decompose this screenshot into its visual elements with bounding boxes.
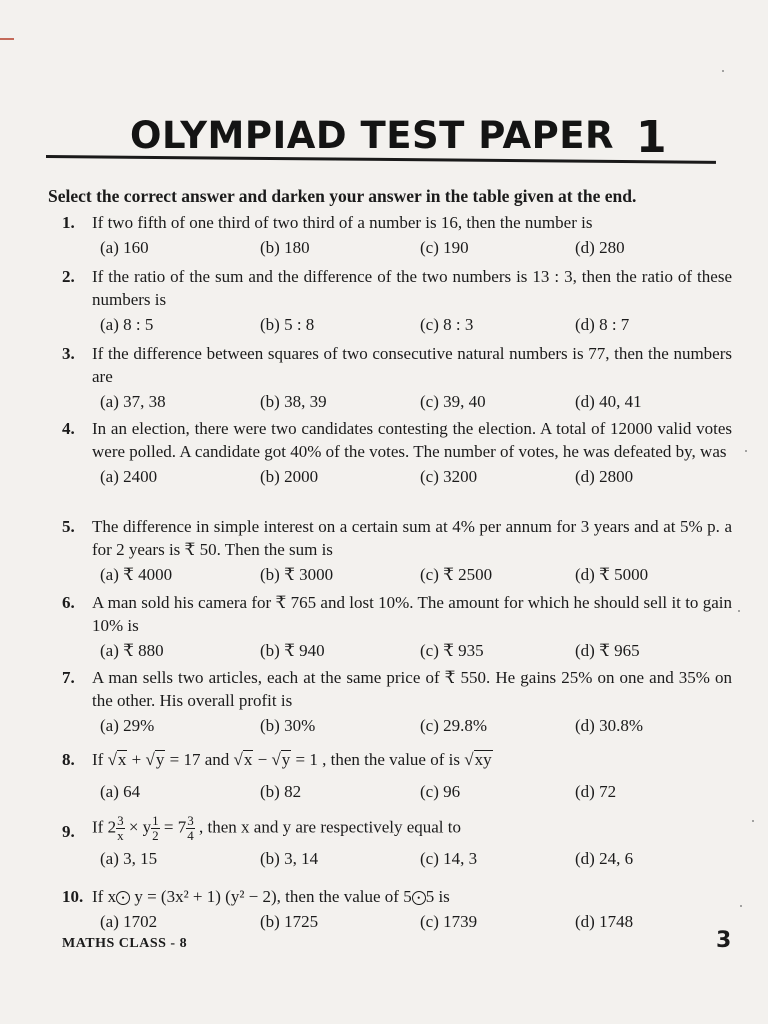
text-if: If xyxy=(92,817,104,837)
option-d: (d) ₹ 5000 xyxy=(575,565,649,584)
fraction-3 xyxy=(186,814,195,843)
option-b: (b) 5 : 8 xyxy=(260,315,315,334)
question-number: 6. xyxy=(62,593,75,612)
scan-speck xyxy=(745,450,747,452)
denominator: x xyxy=(117,828,124,843)
question-6 xyxy=(62,591,732,663)
option-b: (b) 30% xyxy=(260,716,316,735)
options xyxy=(100,313,732,337)
question-number: 5. xyxy=(62,517,75,536)
option-c: (c) 29.8% xyxy=(420,716,488,735)
option-b: (b) 2000 xyxy=(260,467,319,486)
scan-speck xyxy=(722,70,724,72)
equation-part-1: = 17 and xyxy=(169,750,230,769)
option-b: (b) ₹ 3000 xyxy=(260,565,334,584)
question-8 xyxy=(62,748,732,804)
question-10 xyxy=(62,885,732,934)
option-b: (b) 180 xyxy=(260,238,310,257)
option-c: (c) 190 xyxy=(420,238,469,257)
option-a: (a) ₹ 880 xyxy=(100,641,164,660)
sqrt-xy: xy xyxy=(474,750,492,769)
question-number: 2. xyxy=(62,267,75,286)
question-text xyxy=(92,885,732,908)
option-c: (c) 1739 xyxy=(420,912,478,931)
question-text: The difference in simple interest on a certain sum at 4% per annum for 3 years and at 5% p. a for 2 years is ₹ 50. Then the sum is xyxy=(92,517,732,559)
question-text: A man sells two articles, each at the same price of ₹ 550. He gains 25% on one and 35% on the other. His overall profit is xyxy=(92,668,732,710)
option-a: (a) ₹ 4000 xyxy=(100,565,173,584)
options xyxy=(100,390,732,414)
option-d: (d) 280 xyxy=(575,238,625,257)
options xyxy=(100,847,732,871)
option-c: (c) 3200 xyxy=(420,467,478,486)
question-text: If the difference between squares of two consecutive natural numbers is 77, then the numbers are xyxy=(92,344,732,386)
option-c: (c) 8 : 3 xyxy=(420,315,474,334)
scan-speck xyxy=(752,820,754,822)
option-a: (a) 8 : 5 xyxy=(100,315,154,334)
numerator: 3 xyxy=(117,813,124,828)
sqrt-y: y xyxy=(155,750,165,769)
page-number: 3 xyxy=(716,928,732,953)
options xyxy=(100,639,732,663)
option-b: (b) 3, 14 xyxy=(260,849,319,868)
sqrt-y: y xyxy=(281,750,291,769)
instruction: Select the correct answer and darken your answer in the table given at the end. xyxy=(48,186,637,206)
circled-dot-operator-icon: • xyxy=(116,891,130,905)
option-d: (d) 40, 41 xyxy=(575,392,642,411)
option-c: (c) 14, 3 xyxy=(420,849,478,868)
option-a: (a) 3, 15 xyxy=(100,849,158,868)
sqrt-x: x xyxy=(243,750,253,769)
option-d: (d) 72 xyxy=(575,782,617,801)
option-a: (a) 160 xyxy=(100,238,149,257)
options xyxy=(100,465,732,489)
option-c: (c) ₹ 935 xyxy=(420,641,484,660)
option-a: (a) 64 xyxy=(100,782,141,801)
option-c: (c) 96 xyxy=(420,782,461,801)
options xyxy=(100,780,732,804)
option-d: (d) 30.8% xyxy=(575,716,643,735)
whole-1: 2 xyxy=(107,817,117,837)
question-number: 8. xyxy=(62,750,75,769)
title-text: OLYMPIAD TEST PAPER xyxy=(130,114,615,157)
question-text: In an election, there were two candidates contesting the election. A total of 12000 valid votes were polled. A candidate got 40% of the votes. The number of votes, he was defeated by, was xyxy=(92,419,732,461)
text-if: If xyxy=(92,750,104,769)
option-b: (b) 82 xyxy=(260,782,302,801)
option-a: (a) 1702 xyxy=(100,912,158,931)
options xyxy=(100,910,732,934)
question-text: A man sold his camera for ₹ 765 and lost 10%. The amount for which he should sell it to gain 10% is xyxy=(92,593,732,635)
question-7 xyxy=(62,666,732,738)
option-d: (d) 1748 xyxy=(575,912,634,931)
question-number: 1. xyxy=(62,213,75,232)
scan-speck xyxy=(738,610,740,612)
options xyxy=(100,563,732,587)
denominator: 2 xyxy=(152,828,159,843)
plus-sign: + xyxy=(131,750,142,769)
option-c: (c) 39, 40 xyxy=(420,392,486,411)
option-d: (d) 8 : 7 xyxy=(575,315,630,334)
circled-dot-operator-icon: • xyxy=(412,891,426,905)
numerator: 3 xyxy=(187,813,194,828)
question-number: 9. xyxy=(62,822,75,841)
text-if: If x xyxy=(92,887,117,906)
question-2 xyxy=(62,265,732,337)
question-1 xyxy=(62,211,732,260)
corner-mark xyxy=(0,38,14,40)
question-text: If the ratio of the sum and the difference of the two numbers is 13 : 3, then the ratio of these numbers is xyxy=(92,267,732,309)
question-3 xyxy=(62,342,732,414)
question-tail: , then x and y are respectively equal to xyxy=(199,817,461,837)
sqrt-x: x xyxy=(117,750,127,769)
option-d: (d) ₹ 965 xyxy=(575,641,640,660)
question-9 xyxy=(62,814,732,871)
option-b: (b) ₹ 940 xyxy=(260,641,325,660)
fraction-2 xyxy=(151,814,160,843)
denominator: 4 xyxy=(187,828,194,843)
option-b: (b) 1725 xyxy=(260,912,319,931)
question-number: 3. xyxy=(62,344,75,363)
options xyxy=(100,714,732,738)
option-a: (a) 29% xyxy=(100,716,155,735)
fraction-1 xyxy=(116,814,125,843)
question-tail: 5 is xyxy=(425,887,450,906)
page-title xyxy=(130,108,668,163)
title-number: 1 xyxy=(636,112,668,163)
scan-speck xyxy=(740,905,742,907)
question-number: 4. xyxy=(62,419,75,438)
question-text: If two fifth of one third of two third of a number is 16, then the number is xyxy=(92,213,593,232)
option-b: (b) 38, 39 xyxy=(260,392,327,411)
option-c: (c) ₹ 2500 xyxy=(420,565,493,584)
numerator: 1 xyxy=(152,813,159,828)
question-number: 10. xyxy=(62,887,84,906)
minus-sign: − xyxy=(257,750,268,769)
question-text xyxy=(92,814,732,843)
option-d: (d) 2800 xyxy=(575,467,634,486)
options xyxy=(100,236,732,260)
question-5 xyxy=(62,515,732,587)
option-a: (a) 37, 38 xyxy=(100,392,166,411)
footer-label: MATHS CLASS - 8 xyxy=(62,936,188,951)
question-body: y = (3x² + 1) (y² − 2), then the value of 5 xyxy=(134,887,412,906)
question-text: If √x + √y = 17 and √x − √y = 1 , then the value of is √xy xyxy=(92,750,492,769)
times-y: × y xyxy=(128,817,152,837)
equals-7: = 7 xyxy=(163,817,187,837)
question-number: 7. xyxy=(62,668,75,687)
option-d: (d) 24, 6 xyxy=(575,849,634,868)
equation-part-2: = 1 , then the value of is xyxy=(295,750,460,769)
option-a: (a) 2400 xyxy=(100,467,158,486)
question-4 xyxy=(62,417,732,489)
